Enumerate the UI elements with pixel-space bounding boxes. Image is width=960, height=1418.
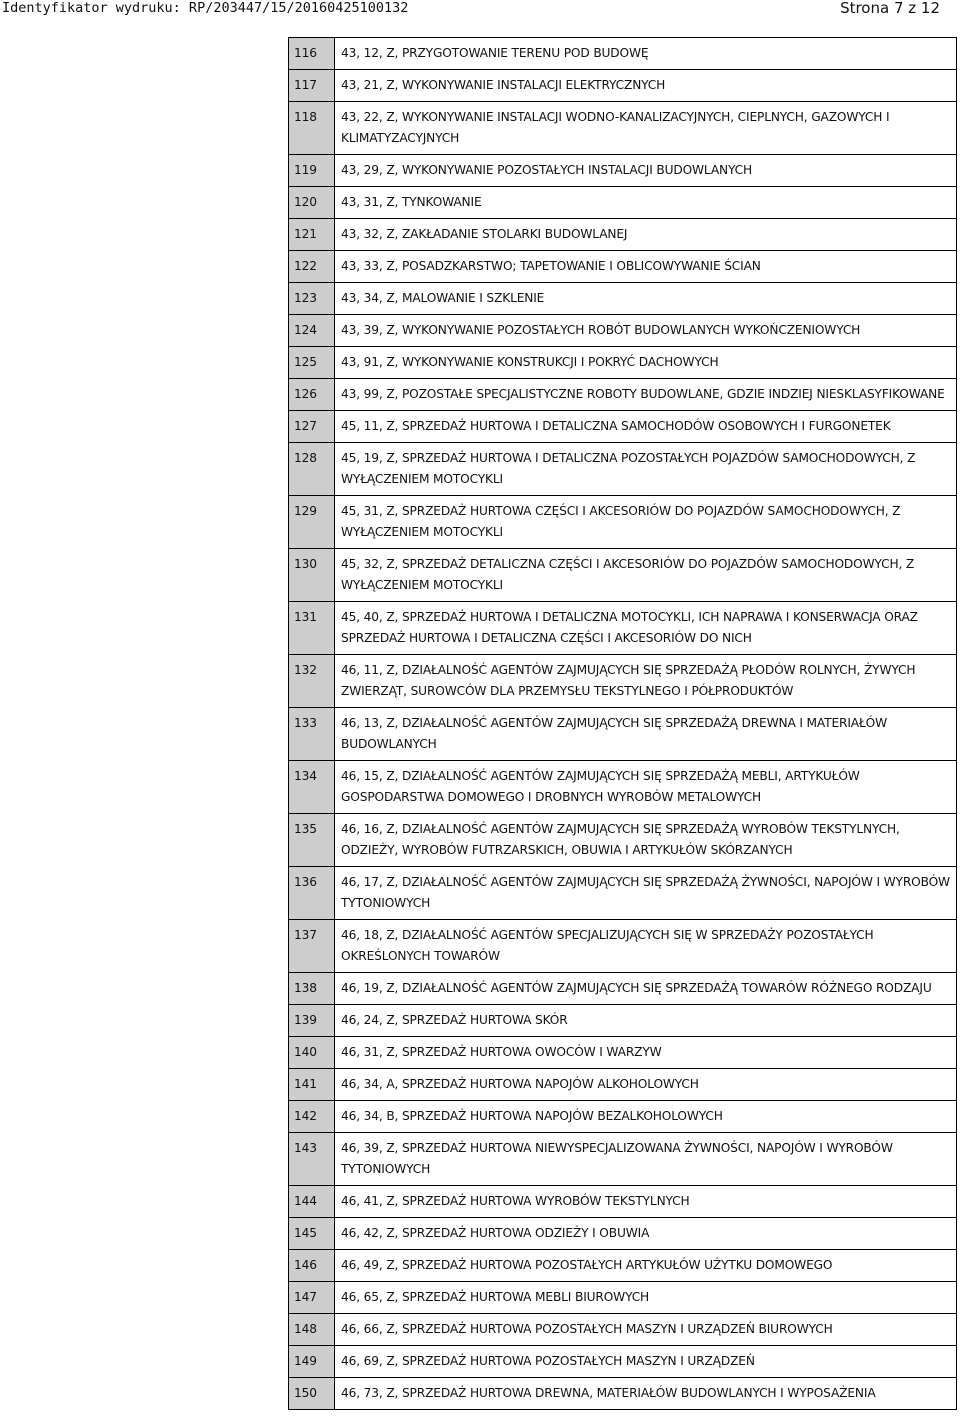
table-row	[289, 1005, 957, 1037]
table-row	[289, 655, 957, 708]
row-description: 43, 21, Z, WYKONYWANIE INSTALACJI ELEKTRYCZNYCH	[335, 70, 957, 102]
table-row	[289, 1218, 957, 1250]
row-number: 135	[289, 814, 335, 867]
row-number: 123	[289, 283, 335, 315]
row-description: 46, 69, Z, SPRZEDAŻ HURTOWA POZOSTAŁYCH MASZYN I URZĄDZEŃ	[335, 1346, 957, 1378]
table-row	[289, 411, 957, 443]
row-description: 46, 73, Z, SPRZEDAŻ HURTOWA DREWNA, MATERIAŁÓW BUDOWLANYCH I WYPOSAŻENIA	[335, 1378, 957, 1410]
table-row	[289, 379, 957, 411]
row-number: 130	[289, 549, 335, 602]
row-number: 118	[289, 102, 335, 155]
row-description: 46, 42, Z, SPRZEDAŻ HURTOWA ODZIEŻY I OBUWIA	[335, 1218, 957, 1250]
table-row	[289, 761, 957, 814]
row-number: 126	[289, 379, 335, 411]
table-row	[289, 1314, 957, 1346]
row-description: 46, 13, Z, DZIAŁALNOŚĆ AGENTÓW ZAJMUJĄCYCH SIĘ SPRZEDAŻĄ DREWNA I MATERIAŁÓW BUDOWLANYCH	[335, 708, 957, 761]
row-number: 140	[289, 1037, 335, 1069]
row-description: 46, 31, Z, SPRZEDAŻ HURTOWA OWOCÓW I WARZYW	[335, 1037, 957, 1069]
row-number: 133	[289, 708, 335, 761]
row-description: 46, 65, Z, SPRZEDAŻ HURTOWA MEBLI BIUROWYCH	[335, 1282, 957, 1314]
row-number: 145	[289, 1218, 335, 1250]
row-description: 45, 40, Z, SPRZEDAŻ HURTOWA I DETALICZNA MOTOCYKLI, ICH NAPRAWA I KONSERWACJA ORAZ SPRZEDAŻ HURTOWA I DETALICZNA CZĘŚCI I AKCESORIÓW DO NICH	[335, 602, 957, 655]
table-row	[289, 155, 957, 187]
row-number: 146	[289, 1250, 335, 1282]
table-row	[289, 496, 957, 549]
row-number: 132	[289, 655, 335, 708]
row-number: 148	[289, 1314, 335, 1346]
row-description: 46, 24, Z, SPRZEDAŻ HURTOWA SKÓR	[335, 1005, 957, 1037]
table-row	[289, 867, 957, 920]
table-row	[289, 1250, 957, 1282]
row-description: 45, 11, Z, SPRZEDAŻ HURTOWA I DETALICZNA SAMOCHODÓW OSOBOWYCH I FURGONETEK	[335, 411, 957, 443]
table-row	[289, 70, 957, 102]
row-number: 117	[289, 70, 335, 102]
row-description: 46, 66, Z, SPRZEDAŻ HURTOWA POZOSTAŁYCH MASZYN I URZĄDZEŃ BIUROWYCH	[335, 1314, 957, 1346]
row-description: 43, 33, Z, POSADZKARSTWO; TAPETOWANIE I OBLICOWYWANIE ŚCIAN	[335, 251, 957, 283]
row-number: 142	[289, 1101, 335, 1133]
table-row	[289, 1133, 957, 1186]
row-number: 149	[289, 1346, 335, 1378]
table-row	[289, 1037, 957, 1069]
row-number: 137	[289, 920, 335, 973]
table-row	[289, 38, 957, 70]
table-row	[289, 1101, 957, 1133]
row-description: 43, 29, Z, WYKONYWANIE POZOSTAŁYCH INSTALACJI BUDOWLANYCH	[335, 155, 957, 187]
table-row	[289, 1186, 957, 1218]
row-description: 43, 31, Z, TYNKOWANIE	[335, 187, 957, 219]
row-number: 134	[289, 761, 335, 814]
row-description: 43, 32, Z, ZAKŁADANIE STOLARKI BUDOWLANEJ	[335, 219, 957, 251]
table-row	[289, 1346, 957, 1378]
table-row	[289, 251, 957, 283]
row-description: 46, 18, Z, DZIAŁALNOŚĆ AGENTÓW SPECJALIZUJĄCYCH SIĘ W SPRZEDAŻY POZOSTAŁYCH OKREŚLONYCH TOWARÓW	[335, 920, 957, 973]
row-number: 143	[289, 1133, 335, 1186]
table-row	[289, 1282, 957, 1314]
row-description: 46, 16, Z, DZIAŁALNOŚĆ AGENTÓW ZAJMUJĄCYCH SIĘ SPRZEDAŻĄ WYROBÓW TEKSTYLNYCH, ODZIEŻY, WYROBÓW FUTRZARSKICH, OBUWIA I ARTYKUŁÓW SKÓRZANYCH	[335, 814, 957, 867]
row-description: 46, 11, Z, DZIAŁALNOŚĆ AGENTÓW ZAJMUJĄCYCH SIĘ SPRZEDAŻĄ PŁODÓW ROLNYCH, ŻYWYCH ZWIERZĄT, SUROWCÓW DLA PRZEMYSŁU TEKSTYLNEGO I PÓŁPRODUKTÓW	[335, 655, 957, 708]
row-description: 46, 39, Z, SPRZEDAŻ HURTOWA NIEWYSPECJALIZOWANA ŻYWNOŚCI, NAPOJÓW I WYROBÓW TYTONIOWYCH	[335, 1133, 957, 1186]
print-identifier: Identyfikator wydruku: RP/203447/15/20160425100132	[2, 0, 409, 16]
row-description: 43, 39, Z, WYKONYWANIE POZOSTAŁYCH ROBÓT BUDOWLANYCH WYKOŃCZENIOWYCH	[335, 315, 957, 347]
row-number: 124	[289, 315, 335, 347]
table-row	[289, 973, 957, 1005]
row-number: 141	[289, 1069, 335, 1101]
row-number: 144	[289, 1186, 335, 1218]
table-row	[289, 102, 957, 155]
row-number: 122	[289, 251, 335, 283]
page-header	[0, 0, 960, 16]
row-number: 128	[289, 443, 335, 496]
table-row	[289, 549, 957, 602]
table-row	[289, 219, 957, 251]
row-number: 131	[289, 602, 335, 655]
row-number: 119	[289, 155, 335, 187]
row-description: 46, 49, Z, SPRZEDAŻ HURTOWA POZOSTAŁYCH ARTYKUŁÓW UŻYTKU DOMOWEGO	[335, 1250, 957, 1282]
row-number: 121	[289, 219, 335, 251]
row-number: 138	[289, 973, 335, 1005]
table-row	[289, 814, 957, 867]
table-row	[289, 283, 957, 315]
table-row	[289, 187, 957, 219]
row-description: 45, 31, Z, SPRZEDAŻ HURTOWA CZĘŚCI I AKCESORIÓW DO POJAZDÓW SAMOCHODOWYCH, Z WYŁĄCZENIEM MOTOCYKLI	[335, 496, 957, 549]
row-number: 129	[289, 496, 335, 549]
row-number: 147	[289, 1282, 335, 1314]
row-description: 46, 34, B, SPRZEDAŻ HURTOWA NAPOJÓW BEZALKOHOLOWYCH	[335, 1101, 957, 1133]
row-number: 116	[289, 38, 335, 70]
row-description: 45, 19, Z, SPRZEDAŻ HURTOWA I DETALICZNA POZOSTAŁYCH POJAZDÓW SAMOCHODOWYCH, Z WYŁĄCZENIEM MOTOCYKLI	[335, 443, 957, 496]
row-description: 46, 17, Z, DZIAŁALNOŚĆ AGENTÓW ZAJMUJĄCYCH SIĘ SPRZEDAŻĄ ŻYWNOŚCI, NAPOJÓW I WYROBÓW TYTONIOWYCH	[335, 867, 957, 920]
row-description: 43, 12, Z, PRZYGOTOWANIE TERENU POD BUDOWĘ	[335, 38, 957, 70]
row-number: 139	[289, 1005, 335, 1037]
table-row	[289, 1069, 957, 1101]
row-description: 43, 22, Z, WYKONYWANIE INSTALACJI WODNO-KANALIZACYJNYCH, CIEPLNYCH, GAZOWYCH I KLIMATYZACYJNYCH	[335, 102, 957, 155]
table-row	[289, 443, 957, 496]
row-number: 120	[289, 187, 335, 219]
table-row	[289, 708, 957, 761]
row-description: 46, 41, Z, SPRZEDAŻ HURTOWA WYROBÓW TEKSTYLNYCH	[335, 1186, 957, 1218]
table-row	[289, 347, 957, 379]
table-row	[289, 315, 957, 347]
table-row	[289, 1378, 957, 1410]
pkd-table	[288, 37, 957, 1410]
row-description: 46, 15, Z, DZIAŁALNOŚĆ AGENTÓW ZAJMUJĄCYCH SIĘ SPRZEDAŻĄ MEBLI, ARTYKUŁÓW GOSPODARSTWA DOMOWEGO I DROBNYCH WYROBÓW METALOWYCH	[335, 761, 957, 814]
row-description: 43, 34, Z, MALOWANIE I SZKLENIE	[335, 283, 957, 315]
pkd-table-body	[289, 38, 957, 1410]
row-description: 46, 34, A, SPRZEDAŻ HURTOWA NAPOJÓW ALKOHOLOWYCH	[335, 1069, 957, 1101]
row-number: 136	[289, 867, 335, 920]
row-number: 150	[289, 1378, 335, 1410]
row-description: 43, 99, Z, POZOSTAŁE SPECJALISTYCZNE ROBOTY BUDOWLANE, GDZIE INDZIEJ NIESKLASYFIKOWANE	[335, 379, 957, 411]
row-number: 125	[289, 347, 335, 379]
row-number: 127	[289, 411, 335, 443]
row-description: 43, 91, Z, WYKONYWANIE KONSTRUKCJI I POKRYĆ DACHOWYCH	[335, 347, 957, 379]
page-number: Strona 7 z 12	[840, 0, 940, 17]
row-description: 45, 32, Z, SPRZEDAŻ DETALICZNA CZĘŚCI I AKCESORIÓW DO POJAZDÓW SAMOCHODOWYCH, Z WYŁĄCZENIEM MOTOCYKLI	[335, 549, 957, 602]
row-description: 46, 19, Z, DZIAŁALNOŚĆ AGENTÓW ZAJMUJĄCYCH SIĘ SPRZEDAŻĄ TOWARÓW RÓŻNEGO RODZAJU	[335, 973, 957, 1005]
table-row	[289, 920, 957, 973]
table-row	[289, 602, 957, 655]
